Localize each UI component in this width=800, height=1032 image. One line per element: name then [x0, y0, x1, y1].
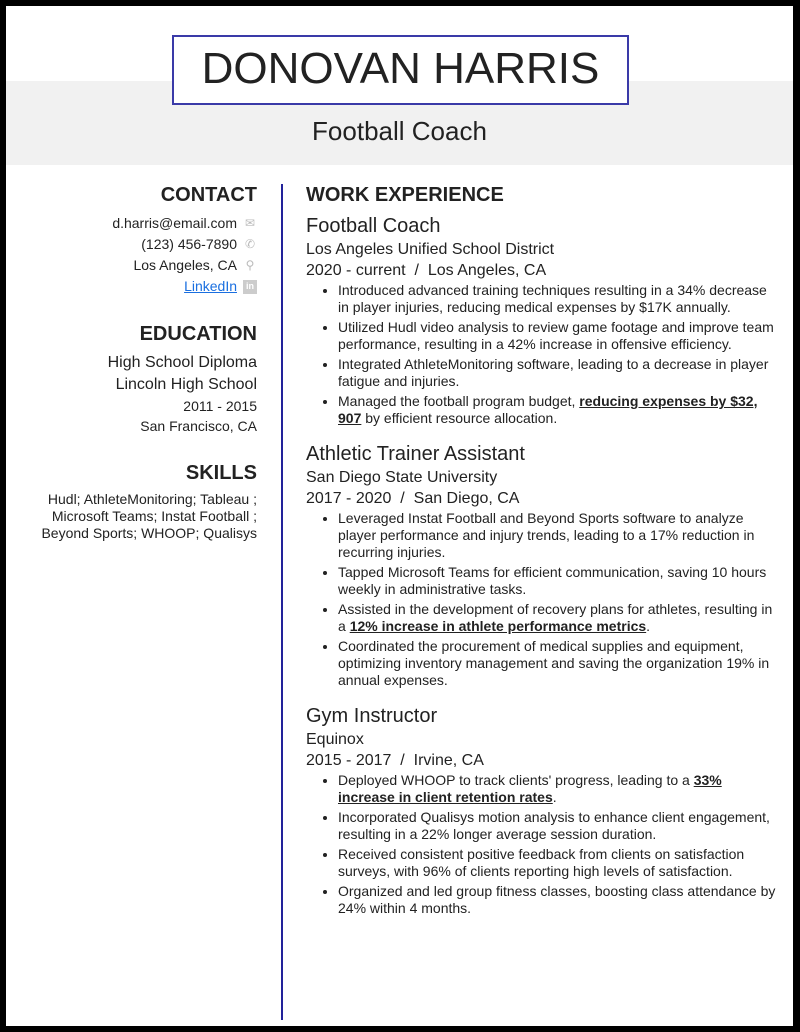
bullet-text-end: by efficient resource allocation. — [361, 410, 558, 426]
bullet-text: Organized and led group fitness classes, boosting class attendance by 24% within 4 months. — [338, 883, 776, 916]
map-pin-icon: ⚲ — [245, 258, 255, 272]
job-company: San Diego State University — [306, 469, 498, 486]
job-bullet — [338, 510, 776, 561]
job-list — [306, 213, 776, 917]
bullet-text: Managed the football program budget, — [338, 393, 580, 409]
school: Lincoln High School — [115, 376, 257, 393]
work-heading: WORK EXPERIENCE — [306, 184, 504, 206]
bullet-highlight: 33% increase in client retention rates — [338, 772, 722, 805]
job-entry — [306, 213, 776, 427]
contact-phone — [26, 234, 257, 255]
linkedin-link[interactable]: LinkedIn — [184, 278, 237, 294]
resume-page — [6, 6, 793, 1026]
bullet-text: Coordinated the procurement of medical supplies and equipment, optimizing inventory management and saving the organization 19% in annual expenses. — [338, 638, 770, 688]
job-bullet — [338, 883, 776, 917]
bullet-text: Integrated AthleteMonitoring software, leading to a decrease in player fatigue and injuries. — [338, 356, 769, 389]
linkedin-icon: in — [243, 280, 257, 294]
candidate-name: DONOVAN HARRIS — [201, 44, 600, 93]
job-entry-title: Athletic Trainer Assistant — [306, 443, 525, 465]
envelope-icon: ✉ — [244, 216, 256, 230]
job-bullet — [338, 809, 776, 843]
job-entry-title: Football Coach — [306, 215, 441, 237]
bullet-text-end: . — [646, 618, 651, 634]
job-title: Football Coach — [312, 116, 487, 146]
edu-location: San Francisco, CA — [140, 418, 257, 434]
skills-heading: SKILLS — [185, 462, 257, 484]
left-column — [26, 184, 257, 542]
job-bullet — [338, 319, 776, 353]
email-text: d.harris@email.com — [112, 215, 237, 231]
bullet-text: Received consistent positive feedback from clients on satisfaction surveys, with 96% of clients reporting high levels of satisfaction. — [338, 846, 745, 879]
job-location: Irvine, CA — [413, 752, 484, 769]
job-bullets — [338, 282, 776, 427]
job-dates-location: 2015 - 2017 / Irvine, CA — [306, 752, 484, 769]
bullet-text: Incorporated Qualisys motion analysis to enhance client engagement, resulting in a 22% longer average session duration. — [338, 809, 770, 842]
job-dates: 2017 - 2020 — [306, 490, 392, 507]
location-text: Los Angeles, CA — [133, 257, 237, 273]
job-entry — [306, 703, 776, 917]
job-dates-location: 2017 - 2020 / San Diego, CA — [306, 490, 520, 507]
bullet-text: Utilized Hudl video analysis to review game footage and improve team performance, resulting in a 42% increase in offensive efficiency. — [338, 319, 774, 352]
contact-email — [26, 213, 257, 234]
job-bullet — [338, 393, 776, 427]
contact-heading: CONTACT — [160, 184, 257, 206]
job-bullet — [338, 282, 776, 316]
job-company: Los Angeles Unified School District — [306, 241, 555, 258]
edu-years: 2011 - 2015 — [183, 398, 257, 414]
job-bullets — [338, 510, 776, 689]
job-entry — [306, 441, 776, 689]
phone-icon: ✆ — [244, 237, 256, 251]
job-bullets — [338, 772, 776, 917]
bullet-highlight: reducing expenses by $32, 907 — [338, 393, 758, 426]
job-bullet — [338, 846, 776, 880]
job-dates: 2015 - 2017 — [306, 752, 392, 769]
bullet-text: Leveraged Instat Football and Beyond Sports software to analyze player performance and injury trends, leading to a 17% reduction in recurring injuries. — [338, 510, 755, 560]
job-bullet — [338, 638, 776, 689]
column-divider — [281, 184, 283, 1020]
job-dates: 2020 - current — [306, 262, 406, 279]
bullet-text: Introduced advanced training techniques resulting in a 34% decrease in player injuries, reducing medical expenses by $17K annually. — [338, 282, 767, 315]
job-bullet — [338, 356, 776, 390]
job-location: San Diego, CA — [413, 490, 520, 507]
job-location: Los Angeles, CA — [427, 262, 547, 279]
bullet-text: Tapped Microsoft Teams for efficient communication, saving 10 hours weekly in administrative tasks. — [338, 564, 767, 597]
job-bullet — [338, 564, 776, 598]
job-entry-title: Gym Instructor — [306, 705, 438, 727]
phone-text: (123) 456-7890 — [141, 236, 237, 252]
job-company: Equinox — [306, 731, 364, 748]
education-heading: EDUCATION — [139, 323, 257, 345]
bullet-text: Assisted in the development of recovery plans for athletes, resulting in a — [338, 601, 773, 634]
skills-list: Hudl; AthleteMonitoring; Tableau ; Microsoft Teams; Instat Football ; Beyond Sports; WHOOP; Qualisys — [41, 491, 257, 541]
bullet-text-end: . — [552, 789, 557, 805]
name-box — [172, 35, 629, 105]
job-bullet — [338, 772, 776, 806]
degree: High School Diploma — [107, 354, 257, 371]
right-column — [306, 184, 776, 931]
bullet-highlight: 12% increase in athlete performance metrics — [349, 618, 647, 634]
contact-linkedin — [26, 276, 257, 297]
bullet-text: Deployed WHOOP to track clients' progress, leading to a — [338, 772, 694, 788]
job-bullet — [338, 601, 776, 635]
contact-location — [26, 255, 257, 276]
job-dates-location: 2020 - current / Los Angeles, CA — [306, 262, 547, 279]
